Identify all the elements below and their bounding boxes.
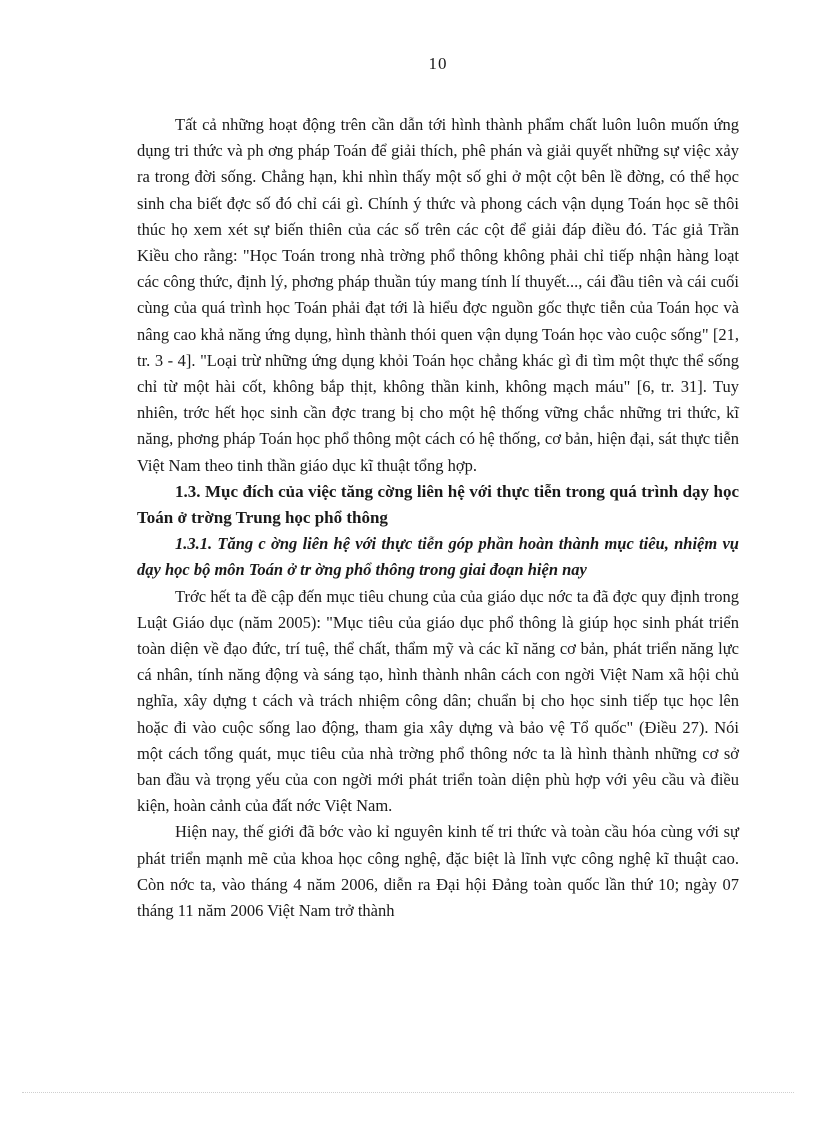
document-body (137, 112, 739, 924)
body-paragraph: Tất cả những hoạt động trên cần dẫn tới hình thành phẩm chất luôn luôn muốn ứng dụng tri thức và ph ơng pháp Toán để giải thích, phê phán và giải quyết những sự việc xảy ra trong đời sống. Chẳng hạn, khi nhìn thấy một số ghi ở một cột bên lề đờng, có thể học sinh cha biết đợc số đó chỉ cái gì. Chính ý thức và phong cách vận dụng Toán học sẽ thôi thúc họ xem xét sự biến thiên của các số trên các cột để giải đáp điều đó. Tác giả Trần Kiều cho rằng: "Học Toán trong nhà trờng phổ thông không phải chỉ tiếp nhận hàng loạt các công thức, định lý, phơng pháp thuần túy mang tính lí thuyết..., cái đầu tiên và cái cuối cùng của quá trình học Toán phải đạt tới là hiểu đợc nguồn gốc thực tiễn của Toán học và nâng cao khả năng ứng dụng, hình thành thói quen vận dụng Toán học vào cuộc sống" [21, tr. 3 - 4]. "Loại trừ những ứng dụng khỏi Toán học chẳng khác gì đi tìm một thực thể sống chỉ từ một hài cốt, không bắp thịt, không thần kinh, không mạch máu" [6, tr. 31]. Tuy nhiên, trớc hết học sinh cần đợc trang bị cho một hệ thống vững chắc những tri thức, kĩ năng, phơng pháp Toán học phổ thông một cách có hệ thống, cơ bản, hiện đại, sát thực tiễn Việt Nam theo tinh thần giáo dục kĩ thuật tổng hợp. (137, 115, 739, 475)
section-heading: 1.3. Mục đích của việc tăng cờng liên hệ với thực tiễn trong quá trình dạy học Toán ở trờng Trung học phổ thông (137, 481, 739, 528)
body-paragraph: Trớc hết ta đề cập đến mục tiêu chung của của giáo dục nớc ta đã đợc quy định trong Luật Giáo dục (năm 2005): "Mục tiêu của giáo dục phổ thông là giúp học sinh phát triển toàn diện về đạo đức, trí tuệ, thể chất, thẩm mỹ và các kĩ năng cơ bản, phát triển năng lực cá nhân, tính năng động và sáng tạo, hình thành nhân cách con ngời Việt Nam xã hội chủ nghĩa, xây dựng t cách và trách nhiệm công dân; chuẩn bị cho học sinh tiếp tục học lên hoặc đi vào cuộc sống lao động, tham gia xây dựng và bảo vệ Tổ quốc" (Điều 27). Nói một cách tổng quát, mục tiêu của nhà trờng phổ thông nớc ta là hình thành những cơ sở ban đầu và trọng yếu của con ngời mới phát triển toàn diện phù hợp với yêu cầu và điều kiện, hoàn cảnh của đất nớc Việt Nam. (137, 586, 739, 816)
subsection-heading: 1.3.1. Tăng c ờng liên hệ với thực tiễn góp phần hoàn thành mục tiêu, nhiệm vụ dạy học bộ môn Toán ở tr ờng phổ thông trong giai đoạn hiện nay (137, 534, 739, 580)
page-bottom-divider (22, 1092, 794, 1093)
body-paragraph: Hiện nay, thế giới đã bớc vào kỉ nguyên kinh tế tri thức và toàn cầu hóa cùng với sự phát triển mạnh mẽ của khoa học công nghệ, đặc biệt là lĩnh vực công nghệ kĩ thuật cao. Còn nớc ta, vào tháng 4 năm 2006, diễn ra Đại hội Đảng toàn quốc lần thứ 10; ngày 07 tháng 11 năm 2006 Việt Nam trở thành (137, 822, 739, 921)
page-number: 10 (428, 54, 448, 73)
